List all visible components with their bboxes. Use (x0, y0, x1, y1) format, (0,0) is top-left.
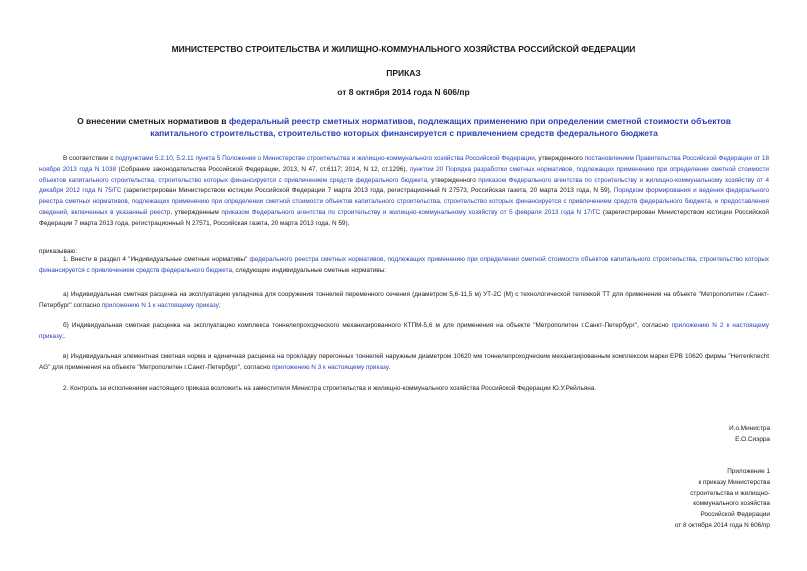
item-c-paragraph (39, 352, 769, 374)
item-1-text: , следующие индивидуальные сметные нормативы: (232, 266, 387, 274)
ministry-heading: МИНИСТЕРСТВО СТРОИТЕЛЬСТВА И ЖИЛИЩНО-КОММУНАЛЬНОГО ХОЗЯЙСТВА РОССИЙСКОЙ ФЕДЕРАЦИИ (171, 44, 636, 54)
preamble-text: В соответствии с (63, 155, 116, 162)
government-decree-link[interactable]: постановлением Правительства Российской Федерации от 18 ноября 2013 года N 1038 (39, 155, 770, 173)
preamble-paragraph (39, 154, 769, 230)
item-1-text: 1. Внести в раздел 4 "Индивидуальные сметные нормативы" (63, 256, 250, 263)
appendix-1-link[interactable]: приложению N 1 к настоящему приказу (101, 301, 219, 309)
signatory-name: Е.О.Сиэрра (735, 435, 770, 443)
appendix-line: к приказу Министерства (698, 478, 770, 486)
item-c-text: в) Индивидуальная элементная сметная норма и единичная расценка на прокладку перегонных тоннелей наружным диаметром 10620 мм тоннелепроходческим механизированным комплексом марки EPB 10620 фирмы "Herrenknecht AG" для применения на объекте "Метрополитен г.Санкт-Петербург", согласно (39, 353, 769, 371)
appendix-3-link[interactable]: приложению N 3 к настоящему приказу (271, 363, 389, 371)
item-b-paragraph (39, 321, 769, 343)
preamble-text: , утвержденным (170, 208, 222, 216)
item-a-text: а) Индивидуальная сметная расценка на эксплуатацию укладчика для сооружения тоннелей переменного сечения (диаметром 5,6-11,5 м) УТ-2С (М) с технологической тележкой ТТ для применения на объекте "Метрополитен г.Санкт-Петербург" согласно (39, 291, 769, 309)
document-type-heading: ПРИКАЗ (386, 68, 421, 78)
order-word: приказываю: (39, 248, 77, 255)
agency-order-link[interactable]: приказом Федерального агентства по строительству и жилищно-коммунальному хозяйству от 4 декабря 2012 года N 75/ГС (39, 176, 769, 195)
preamble-text: (зарегистрирован Министерством юстиции Российской Федерации 7 марта 2013 года, регистрационный N 27571, Российская газета, 20 марта 2013 года, N 59), (39, 208, 769, 227)
item-2-paragraph: 2. Контроль за исполнением настоящего приказа возложить на заместителя Министра строительства и жилищно-коммунального хозяйства Российской Федерации Ю.У.Рейльяна. (63, 385, 597, 392)
item-a-paragraph (39, 290, 769, 312)
item-c-text: . (388, 363, 391, 371)
item-b-text: б) Индивидуальная сметная расценка на эксплуатацию комплекса тоннелепроходческого механизированного КТПМ-5,6 м для применения на объекте "Метрополитен г.Санкт-Петербург", согласно (63, 322, 672, 329)
appendix-header (600, 467, 770, 532)
federal-registry-link[interactable]: федерального реестра сметных нормативов, подлежащих применению при определении сметной стоимости объектов капитального строительства, строительство которых финансируется с привлечением средств федерального бюджета (39, 256, 769, 274)
preamble-text: (зарегистрирован Министерством юстиции Российской Федерации 7 марта 2013 года, регистрационный N 27573, Российская газета, 20 марта 2013 года, N 59), (121, 187, 614, 195)
agency-order-2-link[interactable]: приказом Федерального агентства по строительству и жилищно-коммунальному хозяйству от 5 февраля 2013 года N 17/ГС (221, 208, 601, 216)
item-1-paragraph (39, 255, 769, 277)
document-subject (62, 115, 746, 139)
procedure-link[interactable]: пунктом 20 Порядка разработки сметных нормативов, подлежащих применению при определении сметной стоимости объектов капитального строительства, строительство которых финансируется с привлечением средств федерального бюджета (39, 165, 769, 184)
subject-text: О внесении сметных нормативов в (77, 116, 229, 126)
appendix-line: Российской Федерации (700, 511, 770, 519)
appendix-line: Приложение 1 (727, 468, 770, 475)
item-a-text: ; (218, 301, 221, 309)
item-b-text: ;. (62, 332, 66, 340)
preamble-text: , утвержденного (534, 155, 585, 162)
registry-procedure-link[interactable]: Порядком формирования и ведения федерального реестра сметных нормативов, подлежащих применению при определении сметной стоимости объектов капитального строительства, строительство которых финансируется с привлечением средств федерального бюджета, и предоставления сведений, включенных в указанный реестр (39, 187, 769, 216)
signature-block (600, 424, 770, 446)
regulation-link[interactable]: подпунктами 5.2.10, 5.2.11 пункта 5 Положения о Министерстве строительства и жилищно-коммунального хозяйства Российской Федерации (115, 155, 535, 162)
appendix-line: от 8 октября 2014 года N 606/пр (674, 521, 770, 529)
appendix-line: строительства и жилищно- (690, 489, 770, 497)
appendix-2-link[interactable]: приложению N 2 к настоящему приказу (39, 322, 769, 340)
preamble-text: (Собрание законодательства Российской Федерации, 2013, N 47, ст.6117; 2014, N 12, ст.1296), (116, 165, 410, 173)
document-date-number: от 8 октября 2014 года N 606/пр (337, 87, 470, 97)
subject-registry-link[interactable]: федеральный реестр сметных нормативов, подлежащих применению при определении сметной стоимости объектов капитального строительства, строительство которых финансируется с привлечением средств федерального бюджета (150, 116, 731, 138)
signatory-position: И.о.Министра (729, 425, 770, 432)
preamble-text: , утвержденного (427, 176, 479, 184)
appendix-line: коммунального хозяйства (693, 500, 770, 508)
